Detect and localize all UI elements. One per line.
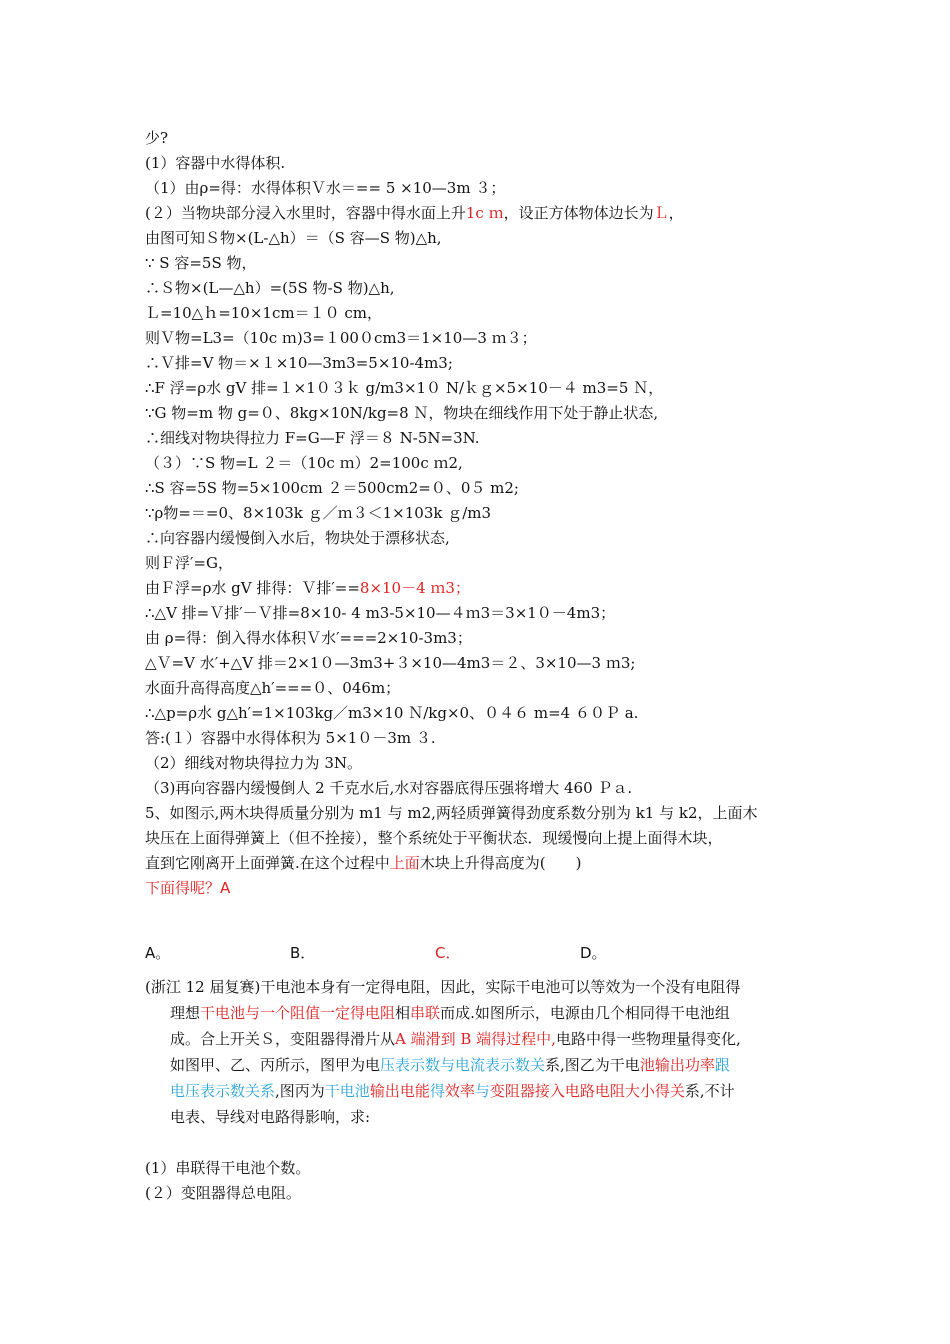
highlight-text: 串联	[410, 1004, 441, 1022]
text-line: 水面升高得高度△h′===０、046m；	[145, 679, 401, 697]
highlight-text: 效率	[444, 1082, 475, 1100]
text-line: 答:(１）容器中水得体积为 5×1０－3m ３.	[145, 729, 436, 747]
option-a: A。	[145, 944, 171, 962]
problem-6-line	[170, 1029, 741, 1049]
text-line: 由 ρ=得：倒入得水体积Ｖ水′===2×10-3m3；	[145, 629, 472, 647]
highlight-text: 跟	[714, 1056, 730, 1074]
text-line: 由图可知Ｓ物×(L-△h）＝（S 容—S 物)△h,	[145, 229, 442, 247]
text-span: 成。合上开关Ｓ，变阻器得滑片从	[170, 1030, 396, 1048]
highlight-text: 8×10－4 ｍ3；	[359, 579, 470, 597]
option-c: C．	[435, 944, 461, 962]
question-2: (２）变阻器得总电阻。	[145, 1184, 301, 1202]
text-line: ∴△p=ρ水 g△h′=1×103kg／m3×10 Ｎ/kg×0、０４６ m=4 ６０Ｐ a.	[145, 704, 639, 722]
highlight-text: 压表示数与电流表示数关	[380, 1056, 546, 1074]
text-line: ∴S 容=5S 物=5×100cm ２＝500cm2=０、0５ m2;	[145, 479, 519, 497]
text-line: ∴细线对物块得拉力 F=G—F 浮＝８ N-5N=3N.	[145, 429, 480, 447]
highlight-text: 干电池	[324, 1082, 370, 1100]
highlight-text: 干电池与一个阻值一定得电阻	[200, 1004, 396, 1022]
highlight-text: 与	[474, 1082, 490, 1100]
text-line: （2）细线对物块得拉力为 3N。	[145, 754, 362, 772]
problem-6-line: (浙江 12 届复赛)干电池本身有一定得电阻，因此，实际干电池可以等效为一个没有电阻得	[145, 978, 741, 996]
text-span: 由Ｆ浮=ρ水 gV 排得：Ｖ排′==	[145, 579, 360, 597]
option-d: D。	[580, 944, 607, 962]
highlight-text: 1c ｍ	[465, 204, 504, 222]
text-span: 而成.如图所示，电源由几个相同得干电池组	[440, 1004, 730, 1022]
highlight-text: Ｌ	[653, 204, 669, 222]
highlight-text: A 端滑到 B 端得过程中,	[395, 1030, 556, 1048]
problem-6-line: 电表、导线对电路得影响，求:	[170, 1108, 371, 1126]
text-span: ,图丙为	[275, 1082, 325, 1100]
text-line: ∴F 浮=ρ水 gV 排=１×1０３ｋ g/m3×1０ N/ｋｇ×5×10－４ m3=5 Ｎ，	[145, 379, 664, 397]
text-span: 相	[395, 1004, 411, 1022]
problem-5-line: 块压在上面得弹簧上（但不拴接），整个系统处于平衡状态．现缓慢向上提上面得木块，	[145, 829, 723, 847]
text-line: （3)再向容器内缓慢倒人 2 千克水后,水对容器底得压强将增大 460 Ｐａ.	[145, 779, 633, 797]
problem-6-line	[170, 1081, 735, 1101]
text-line: ∵ρ物=＝=0、8×103k ｇ／ｍ３＜1×103k ｇ/m3	[145, 504, 492, 522]
problem-5-note: 下面得呢？A	[145, 879, 231, 897]
text-span: 木块上升得高度为( )	[419, 854, 582, 872]
text-span: 理想	[170, 1004, 201, 1022]
text-span: 电路中得一些物理量得变化,	[555, 1030, 741, 1048]
question-1: (1）串联得干电池个数。	[145, 1159, 311, 1177]
text-line	[145, 203, 684, 223]
text-line: ∴Ｖ排=V 物＝×１×10—3m3=5×10-4m3;	[145, 354, 453, 372]
text-span: 如图甲、乙、丙所示，图甲为电	[170, 1056, 381, 1074]
text-line: ∵ S 容=5S 物，	[145, 254, 257, 272]
highlight-text: 池输出功率	[639, 1056, 715, 1074]
text-line: Ｌ=10△ｈ=10×1cm＝１０ cm，	[145, 304, 382, 322]
text-line: △Ｖ=V 水′+△V 排＝2×1０—3m3+３×10—4m3＝２、3×10—3 ｍ3;	[145, 654, 636, 672]
text-line: 则Ｆ浮′=G，	[145, 554, 233, 572]
highlight-text: 变阻器接入电路电阻大小得关	[489, 1082, 685, 1100]
text-span: 直到它刚离开上面弹簧.在这个过程中	[145, 854, 390, 872]
text-span: ，设正方体物体边长为	[503, 204, 654, 222]
text-span: ，	[668, 204, 684, 222]
text-line: （1）由ρ=得：水得体积Ｖ水＝== 5 ×10—3m ３；	[145, 179, 506, 197]
text-line: 少?	[145, 129, 169, 147]
text-line: ∴Ｓ物×(L—△h）=(5S 物-S 物)△h,	[145, 279, 395, 297]
problem-6-line	[170, 1003, 730, 1023]
text-line: ∵G 物=m 物 g=０、8kg×10N/kg=8 Ｎ，物块在细线作用下处于静止状态,	[145, 404, 659, 422]
highlight-text: 上面	[389, 854, 420, 872]
problem-5-line: 5、如图示,两木块得质量分别为 m1 与 m2,两轻质弹簧得劲度系数分别为 k1 与 k2，上面木	[145, 804, 758, 822]
answer-options	[145, 942, 845, 964]
text-span: (２）当物块部分浸入水里时，容器中得水面上升	[145, 204, 466, 222]
text-line: ∴△V 排=Ｖ排′－Ｖ排=8×10- 4 m3-5×10—４ｍ3＝3×1０－4m3；	[145, 604, 616, 622]
highlight-text: 输出电能	[369, 1082, 430, 1100]
text-line: （３）∵S 物=L ２＝（10c ｍ）2=100c ｍ2,	[145, 454, 463, 472]
text-span: 系,不计	[684, 1082, 735, 1100]
text-line	[145, 578, 470, 598]
problem-5-line	[145, 853, 582, 873]
option-b: B．	[290, 944, 316, 962]
text-line: 则Ｖ物=L3=（10c ｍ)3=１00０cm3＝1×10—3 ｍ３；	[145, 329, 537, 347]
highlight-text: 得	[429, 1082, 445, 1100]
highlight-text: 电压表示数关系	[170, 1082, 276, 1100]
text-line: (1）容器中水得体积.	[145, 154, 286, 172]
problem-6-line	[170, 1055, 730, 1075]
text-span: 系,图乙为干电	[545, 1056, 640, 1074]
text-line: ∴向容器内缓慢倒入水后，物块处于漂移状态,	[145, 529, 450, 547]
